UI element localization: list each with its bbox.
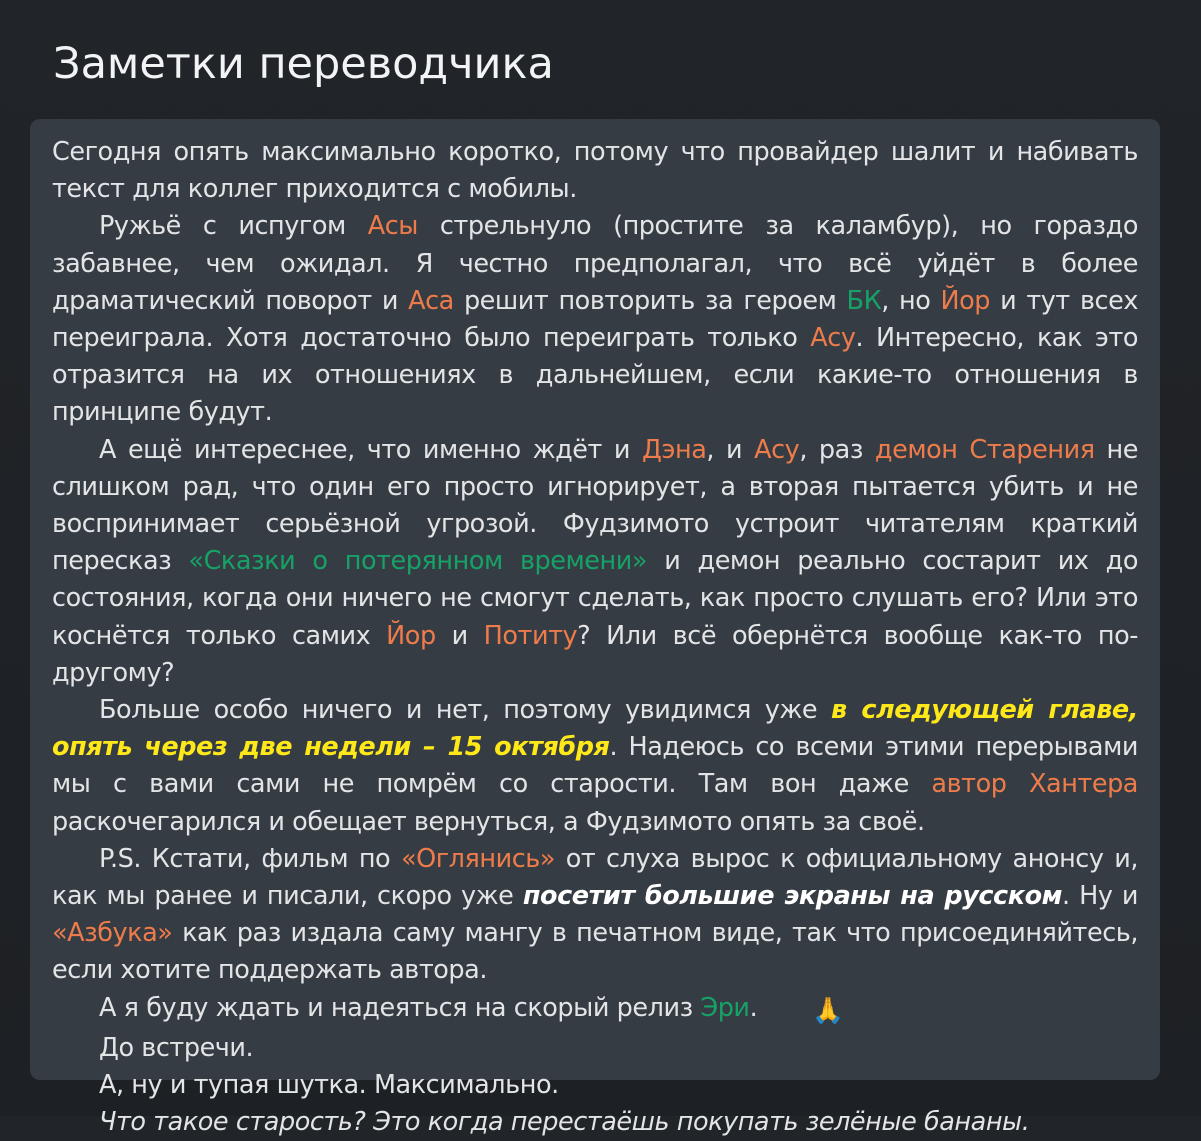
note-paragraph-next-chapter [52,692,1138,841]
character-name-aging-devil: демон Старения [874,434,1095,465]
note-text: , раз [799,434,875,465]
note-text: А ещё интереснее, что именно ждёт и [99,434,642,465]
note-text: До встречи. [99,1032,254,1063]
note-text: . [749,992,758,1023]
note-text: . Ну и [1062,881,1138,912]
page-title: Заметки переводчика [53,39,554,89]
note-text: стрельнуло (простите за каламбур), но гораздо забавнее, чем ожидал. Я честно предполагал, что всё уйдёт в более драматический поворот и [52,211,1138,316]
note-text: и демон реально состарит их до состояния, когда они ничего не смогут сделать, как просто слушать его? Или это коснётся только самих [52,546,1138,651]
note-text: и тут всех переиграла. Хотя достаточно было переиграть только [52,285,1138,354]
note-text: от слуха вырос к официальному анонсу и, как мы ранее и писали, скоро уже [52,843,1138,912]
note-paragraph-ps [52,841,1138,990]
character-name-asa: Асы [367,211,418,242]
title-name-look-back: «Оглянись» [400,843,556,874]
note-text: . Интересно, как это отразится на их отношениях в дальнейшем, если какие-то отношения в принципе будут. [52,323,1138,428]
character-name-asa: Асу [754,434,800,465]
character-name-asa: Аса [408,285,454,316]
note-paragraph-farewell [52,1030,1138,1067]
note-text: как раз издала саму мангу в печатном виде, так что присоединяйтесь, если хотите поддержать автора. [52,918,1138,986]
note-text: . Надеюсь со всеми этими перерывами мы с вами сами не помрём со старости. Там вон даже [52,732,1138,800]
author-name-hunter: автор Хантера [931,769,1138,800]
note-text: , и [706,434,755,465]
note-text: Ружьё с испугом [99,211,368,242]
note-text: , но [881,285,941,316]
next-chapter-date: в следующей главе, опять через две недели – 15 октября [52,695,1138,763]
screen-release-emphasis: посетит большие экраны на русском [522,881,1063,912]
note-paragraph-intro [52,134,1138,208]
character-name-yor: Йор [386,620,436,651]
note-text: А я буду ждать и надеяться на скорый релиз [99,992,701,1023]
note-text: Сегодня опять максимально коротко, потому что провайдер шалит и набивать текст для коллег приходится с мобилы. [52,137,1138,205]
note-paragraph-eri [52,990,1138,1030]
note-text: раскочегарился и обещает вернуться, а Фудзимото опять за своё. [52,806,925,837]
joke-text: Что такое старость? Это когда перестаёшь покупать зелёные бананы. [99,1107,1030,1138]
note-paragraph-joke-intro [52,1067,1138,1104]
note-text: и [435,620,484,651]
note-paragraph-demon [52,432,1138,692]
character-name-potitu: Потиту [483,620,578,651]
folded-hands-icon: 🙏 [812,995,844,1026]
character-name-asa: Асу [810,323,856,354]
series-name-lost-time-tale: «Сказки о потерянном времени» [188,546,648,577]
series-name-eri: Эри [700,992,750,1023]
series-name-bk: БК [846,285,882,316]
publisher-name-azbuka: «Азбука» [52,918,173,949]
note-paragraph-joke [52,1104,1138,1141]
note-text: А, ну и тупая шутка. Максимально. [99,1070,559,1101]
note-text: ? Или всё обернётся вообще как-то по-другому? [52,620,1138,688]
note-text: Больше особо ничего и нет, поэтому увидимся уже [99,695,832,726]
note-text: не слишком рад, что один его просто игнорирует, а вторая пытается убить и не воспринимает серьёзной угрозой. Фудзимото устроит читателям краткий пересказ [52,434,1139,577]
note-text: решит повторить за героем [453,285,847,316]
character-name-yor: Йор [940,285,991,316]
character-name-den: Дэна [641,434,707,465]
note-text: P.S. Кстати, фильм по [99,843,401,874]
translator-notes-card [30,119,1160,1138]
note-paragraph-gun [52,208,1138,431]
